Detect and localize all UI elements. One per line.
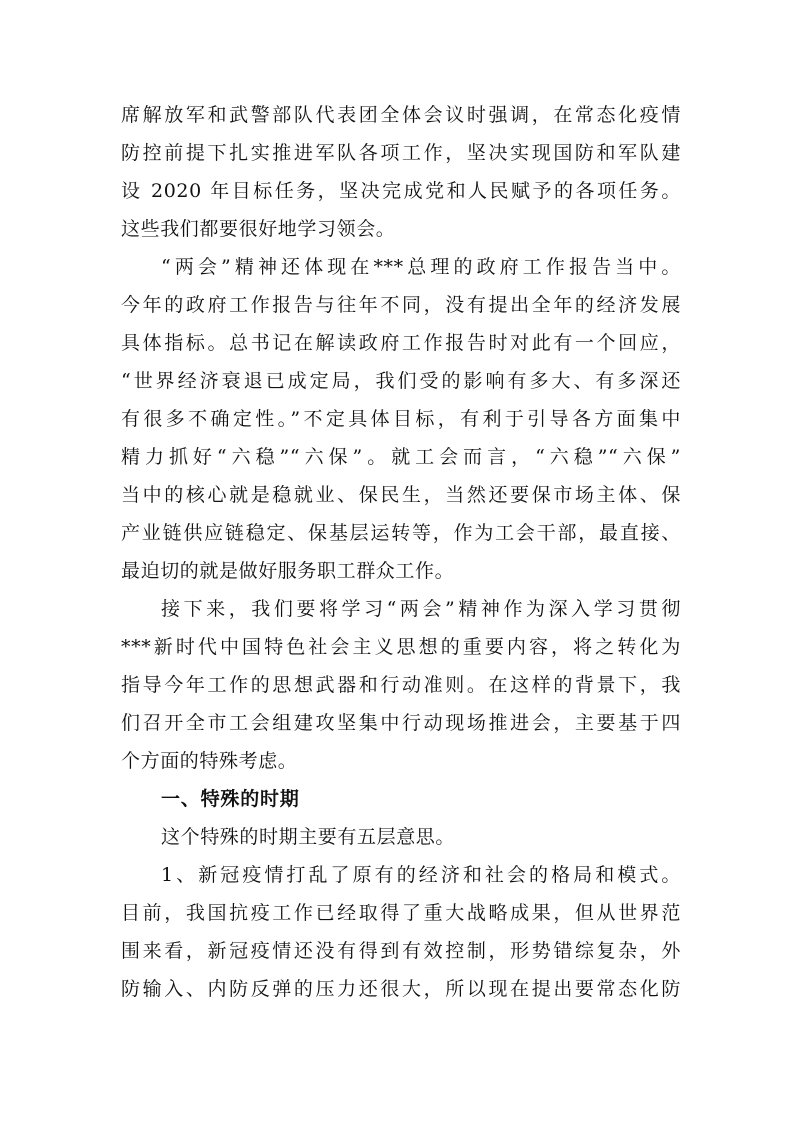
text-line: 防控前提下扎实推进军队各项工作，坚决实现国防和军队建	[121, 142, 681, 164]
text-line: 目前，我国抗疫工作已经取得了重大战略成果，但从世界范	[121, 902, 681, 924]
section-heading: 一、特殊的时期	[161, 788, 300, 810]
text-line: 设 2020 年目标任务，坚决完成党和人民赋予的各项任务。	[121, 180, 681, 202]
paragraph-first-line: 这个特殊的时期主要有五层意思。	[161, 826, 456, 848]
text-line: 这些我们都要很好地学习领会。	[121, 218, 396, 240]
text-line: 最迫切的就是做好服务职工群众工作。	[121, 560, 455, 582]
paragraph-first-line: 接下来，我们要将学习“两会”精神作为深入学习贯彻	[161, 598, 681, 620]
text-line: ***新时代中国特色社会主义思想的重要内容，将之转化为	[121, 636, 681, 658]
text-line: 防输入、内防反弹的压力还很大，所以现在提出要常态化防	[121, 978, 681, 1000]
paragraph-first-line: “两会”精神还体现在***总理的政府工作报告当中。	[161, 256, 681, 278]
text-line: 具体指标。总书记在解读政府工作报告时对此有一个回应，	[121, 332, 681, 354]
text-line: 有很多不确定性。”不定具体目标，有利于引导各方面集中	[121, 408, 681, 430]
text-line: 今年的政府工作报告与往年不同，没有提出全年的经济发展	[121, 294, 681, 316]
text-line: 产业链供应链稳定、保基层运转等，作为工会干部，最直接、	[121, 522, 681, 544]
text-line: 个方面的特殊考虑。	[121, 750, 298, 772]
text-line: “世界经济衰退已成定局，我们受的影响有多大、有多深还	[121, 370, 681, 392]
text-line: 围来看，新冠疫情还没有得到有效控制，形势错综复杂，外	[121, 940, 681, 962]
text-line: 指导今年工作的思想武器和行动准则。在这样的背景下，我	[121, 674, 681, 696]
document-body	[121, 96, 681, 1008]
text-line: 们召开全市工会组建攻坚集中行动现场推进会，主要基于四	[121, 712, 681, 734]
text-line: 当中的核心就是稳就业、保民生，当然还要保市场主体、保	[121, 484, 681, 506]
paragraph-first-line: 1、新冠疫情打乱了原有的经济和社会的格局和模式。	[161, 864, 681, 886]
text-line: 席解放军和武警部队代表团全体会议时强调，在常态化疫情	[121, 104, 681, 126]
text-line: 精力抓好“六稳”“六保”。就工会而言，“六稳”“六保”	[121, 446, 681, 468]
